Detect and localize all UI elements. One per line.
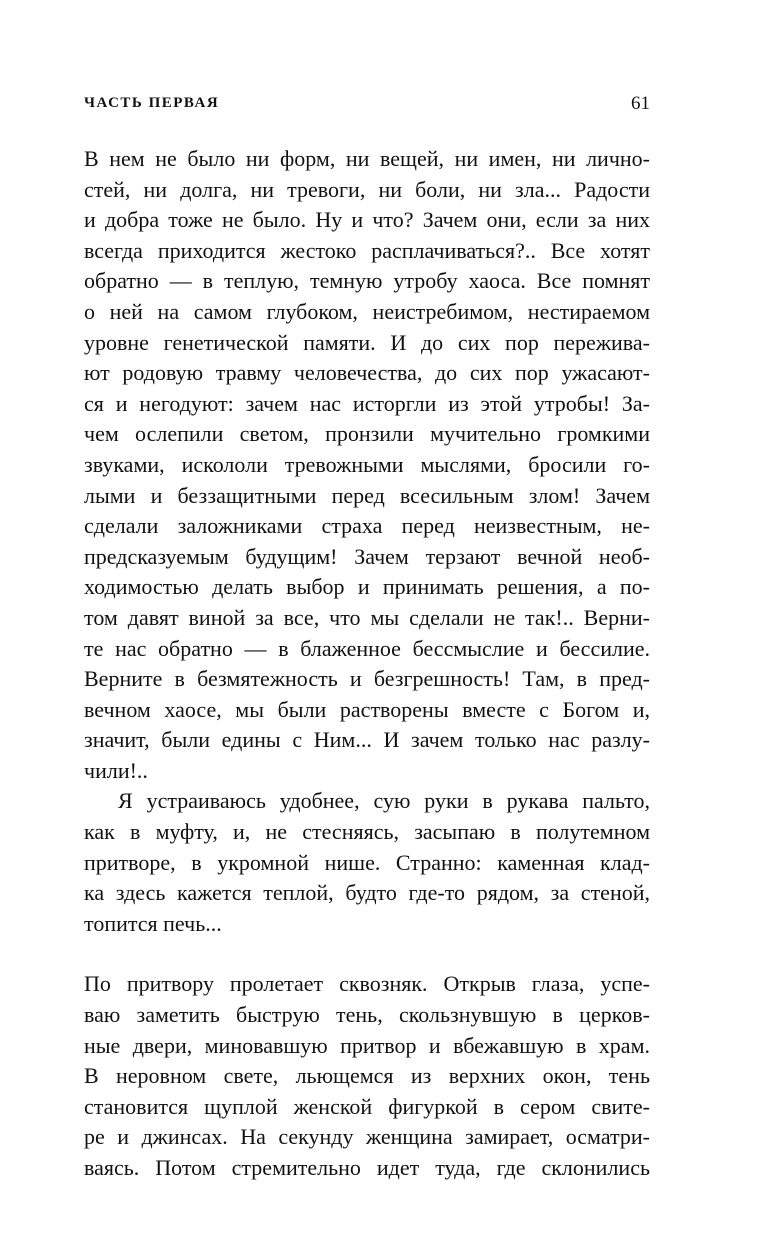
text-line: те нас обратно — в блаженное бессмыслие и бессилие.	[84, 635, 650, 661]
text-line: том давят виной за все, что мы сделали не так!.. Верни-	[84, 604, 650, 630]
text-line: обратно — в теплую, темную утробу хаоса. Все помнят	[84, 268, 650, 294]
text-line: ка здесь кажется теплой, будто где-то рядом, за стеной,	[84, 880, 650, 906]
text-line: ные двери, миновавшую притвор и вбежавшую в храм.	[84, 1032, 650, 1058]
section-break	[84, 939, 650, 969]
text-line: топится печь...	[84, 910, 222, 936]
text-line: вечном хаосе, мы были растворены вместе с Богом и,	[84, 696, 650, 722]
paragraph-2	[84, 786, 650, 939]
text-line: притворе, в укромной нише. Странно: каменная клад-	[84, 849, 650, 875]
text-line: о ней на самом глубоком, неистребимом, нестираемом	[84, 298, 650, 324]
text-line: значит, были едины с Ним... И зачем только нас разлу-	[84, 727, 650, 753]
text-line: как в муфту, и, не стесняясь, засыпаю в полутемном	[84, 819, 650, 845]
text-line: звуками, искололи тревожными мыслями, бросили го-	[84, 451, 650, 477]
text-line: ют родовую травму человечества, до сих пор ужасают-	[84, 360, 650, 386]
text-line: всегда приходится жестоко расплачиваться?.. Все хотят	[84, 237, 650, 263]
text-line: Верните в безмятежность и безгрешность! Там, в пред-	[84, 666, 650, 692]
body-text	[84, 144, 650, 1184]
running-title: ЧАСТЬ ПЕРВАЯ	[84, 95, 220, 111]
text-line: уровне генетической памяти. И до сих пор пережива-	[84, 329, 650, 355]
text-line: предсказуемым будущим! Зачем терзают вечной необ-	[84, 543, 650, 569]
text-line: ре и джинсах. На секунду женщина замирает, осматри-	[84, 1124, 650, 1150]
text-line: и добра тоже не было. Ну и что? Зачем они, если за них	[84, 207, 650, 233]
text-line: ваясь. Потом стремительно идет туда, где склонились	[84, 1155, 650, 1180]
text-line: Я устраиваюсь удобнее, сую руки в рукава пальто,	[118, 788, 650, 814]
text-line: По притвору пролетает сквозняк. Открыв глаза, успе-	[84, 971, 650, 997]
text-line: стей, ни долга, ни тревоги, ни боли, ни зла... Радости	[84, 176, 650, 202]
text-line: становится щуплой женской фигуркой в сером свите-	[84, 1093, 650, 1119]
text-line: ваю заметить быструю тень, скользнувшую в церков-	[84, 1002, 650, 1028]
text-line: В нем не было ни форм, ни вещей, ни имен, ни лично-	[84, 146, 650, 171]
paragraph-1	[84, 144, 650, 786]
text-line: чили!..	[84, 757, 148, 783]
text-line: чем ослепили светом, пронзили мучительно громкими	[84, 421, 650, 447]
text-line: ходимостью делать выбор и принимать решения, а по-	[84, 574, 650, 600]
page-number: 61	[631, 93, 650, 114]
text-line: сделали заложниками страха перед неизвестным, не-	[84, 513, 650, 539]
text-line: ся и негодуют: зачем нас исторгли из этой утробы! За-	[84, 390, 650, 416]
text-line: В неровном свете, льющемся из верхних окон, тень	[84, 1063, 650, 1089]
text-line: лыми и беззащитными перед всесильным злом! Зачем	[84, 482, 650, 508]
paragraph-3	[84, 969, 650, 1183]
